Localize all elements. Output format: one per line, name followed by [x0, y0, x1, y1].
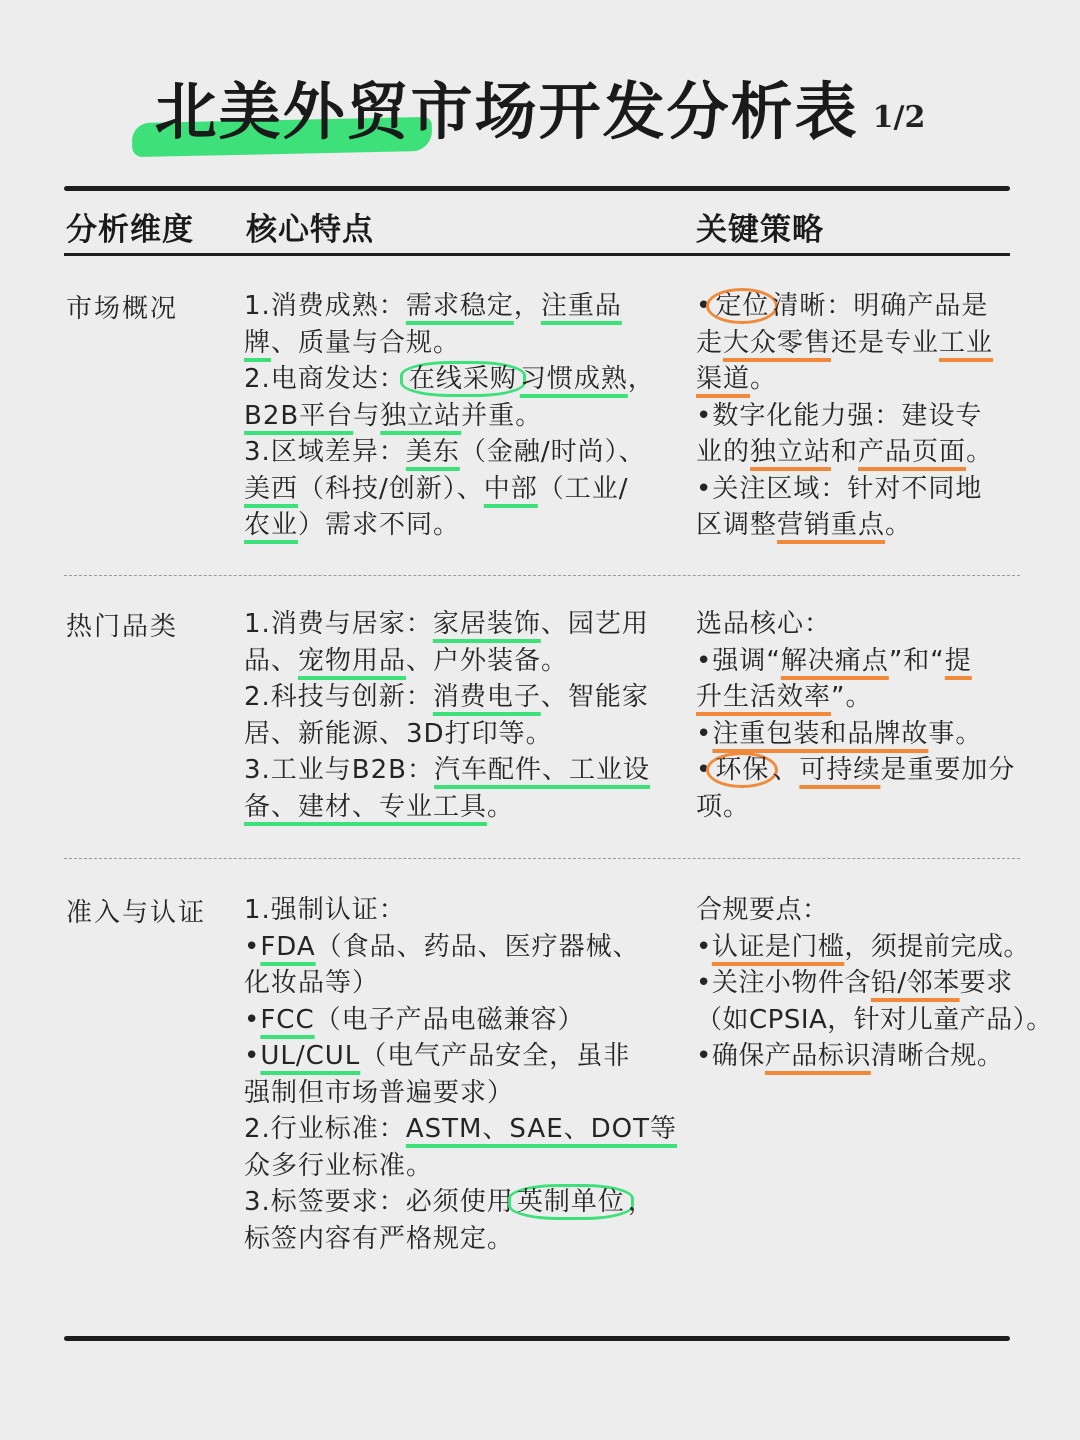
- text-segment: 还是专业: [831, 327, 940, 358]
- feature-line: [244, 434, 664, 471]
- text-segment: 化妆品等）: [244, 968, 380, 998]
- text-segment: 并重。: [461, 400, 543, 431]
- row-category-market-overview: 市场概况: [66, 294, 179, 324]
- strategy-line: [696, 965, 1056, 1002]
- text-segment: 1.消费与居家：: [244, 609, 433, 639]
- feature-line: [244, 892, 674, 929]
- row-category-access-certification: 准入与认证: [66, 898, 207, 928]
- highlight-green: 汽车配件、工业设: [434, 755, 651, 785]
- text-segment: 、户外装备。: [406, 645, 569, 676]
- text-segment: ”。: [831, 682, 873, 712]
- text-segment: 和: [831, 437, 859, 467]
- highlight-green: 习惯成熟: [519, 364, 628, 394]
- highlight-green: 注重品: [540, 291, 622, 321]
- strategy-line: [696, 507, 1036, 544]
- strategy-line: [696, 471, 1036, 508]
- text-segment: ，: [627, 364, 655, 394]
- header-features: 核心特点: [246, 212, 374, 248]
- text-segment: 、: [772, 755, 800, 785]
- highlight-green: 美东: [405, 437, 460, 467]
- strategy-line: [696, 716, 1036, 753]
- highlight-green: 牌: [244, 327, 272, 358]
- strategy-line: [696, 1038, 1056, 1075]
- text-segment: ，: [513, 291, 541, 321]
- highlight-green: 独立站: [380, 400, 462, 431]
- highlight-green: FCC: [260, 1004, 315, 1035]
- text-segment: 、智能家: [540, 682, 649, 712]
- text-segment: 。: [750, 364, 778, 394]
- text-segment: 2.科技与创新：: [244, 682, 433, 712]
- feature-line: [244, 361, 664, 398]
- bullet: •: [696, 291, 713, 321]
- feature-line: [244, 1075, 674, 1112]
- text-segment: 居、新能源、3D打印等。: [244, 718, 553, 749]
- text-segment: 事。: [928, 718, 983, 749]
- feature-line: [244, 752, 664, 789]
- feature-line: [244, 288, 664, 325]
- feature-line: [244, 1002, 674, 1039]
- row-strategy-market-overview: [696, 288, 1036, 544]
- feature-line: [244, 1184, 674, 1221]
- highlight-green: 中部: [483, 473, 538, 504]
- text-segment: •关注区域：针对不同地: [696, 473, 983, 504]
- feature-line: [244, 1221, 674, 1258]
- feature-line: [244, 507, 664, 544]
- text-segment: 、质量与合规。: [271, 327, 461, 358]
- text-segment: 品、: [244, 645, 299, 676]
- feature-line: [244, 789, 664, 826]
- highlight-orange: 铅/邻苯: [870, 968, 960, 998]
- circled-green: 在线采购: [400, 361, 526, 397]
- highlight-green: 需求稳定: [405, 291, 514, 321]
- text-segment: （电子产品电磁兼容）: [314, 1004, 585, 1035]
- text-segment: 合规要点：: [696, 895, 829, 925]
- strategy-line: [696, 929, 1056, 966]
- strategy-line: [696, 606, 1036, 643]
- text-segment: 。: [885, 510, 913, 540]
- text-segment: （工业/: [537, 473, 629, 504]
- bullet: •: [244, 931, 261, 962]
- text-segment: 标签内容有严格规定。: [244, 1223, 515, 1254]
- row-divider: [64, 858, 1020, 859]
- text-segment: 1.消费成熟：: [244, 291, 406, 321]
- highlight-orange: 升生活效率: [696, 682, 832, 712]
- strategy-line: [696, 752, 1036, 789]
- row-category-hot-categories: 热门品类: [66, 612, 179, 642]
- text-segment: 清晰：明确产品是: [772, 291, 989, 321]
- strategy-line: [696, 288, 1036, 325]
- feature-line: [244, 325, 664, 362]
- highlight-green: 美西: [244, 473, 299, 504]
- highlight-orange: 认证是门槛: [711, 931, 845, 962]
- text-segment: 。: [966, 437, 994, 467]
- text-segment: 走: [696, 327, 724, 358]
- highlight-orange: 工业: [939, 327, 994, 358]
- text-segment: 强制但市场普遍要求）: [244, 1077, 515, 1108]
- circled-orange: 定位: [706, 288, 778, 324]
- highlight-green: 宠物用品: [298, 645, 407, 676]
- feature-line: [244, 643, 664, 680]
- bullet: •: [696, 931, 712, 962]
- text-segment: 2.行业标准：: [244, 1114, 406, 1144]
- bullet: •: [244, 1004, 261, 1035]
- strategy-line: [696, 434, 1036, 471]
- bullet: •: [696, 755, 713, 785]
- text-segment: （科技/创新）、: [298, 473, 484, 504]
- text-segment: 众多行业标准。: [244, 1150, 434, 1181]
- row-strategy-hot-categories: [696, 606, 1036, 825]
- strategy-line: [696, 361, 1036, 398]
- feature-line: [244, 1038, 674, 1075]
- text-segment: 、园艺用: [540, 609, 649, 639]
- feature-line: [244, 471, 664, 508]
- highlight-orange: 注重包装和品牌故: [712, 718, 929, 749]
- text-segment: 2.电商发达：: [244, 364, 406, 394]
- text-segment: ，须提前完成。: [844, 931, 1030, 962]
- header-dimension: 分析维度: [66, 212, 194, 248]
- feature-line: [244, 929, 674, 966]
- strategy-line: [696, 1002, 1056, 1039]
- row-strategy-access-certification: [696, 892, 1056, 1075]
- highlight-green: UL/CUL: [260, 1041, 361, 1071]
- highlight-orange: 营销重点: [777, 510, 886, 540]
- text-segment: •确保: [696, 1041, 765, 1071]
- strategy-line: [696, 398, 1036, 435]
- text-segment: •强调“: [696, 645, 781, 676]
- title-bar: [0, 62, 1080, 151]
- highlight-green: 消费电子: [432, 682, 541, 712]
- row-divider: [64, 575, 1020, 576]
- text-segment: 1.强制认证：: [244, 895, 406, 925]
- text-segment: ”和“: [888, 645, 945, 676]
- header-bottom-rule: [64, 253, 1010, 256]
- circled-orange: 环保: [706, 752, 778, 788]
- feature-line: [244, 606, 664, 643]
- text-segment: 3.区域差异：: [244, 437, 406, 467]
- highlight-green: B2B平台: [244, 400, 354, 431]
- highlight-green: 家居装饰: [432, 609, 541, 639]
- text-segment: （如CPSIA，针对儿童产品）。: [696, 1004, 1053, 1035]
- highlight-orange: 产品页面: [858, 437, 967, 467]
- feature-line: [244, 716, 664, 753]
- page-title: 北美外贸市场开发分析表: [154, 75, 859, 148]
- bullet: •: [244, 1041, 261, 1071]
- text-segment: •关注小物件含: [696, 968, 871, 998]
- feature-line: [244, 679, 664, 716]
- text-segment: 3.标签要求：必须使用: [244, 1187, 514, 1217]
- row-features-market-overview: [244, 288, 664, 544]
- strategy-line: [696, 325, 1036, 362]
- text-segment: ）需求不同。: [298, 510, 461, 540]
- highlight-green: FDA: [260, 931, 316, 962]
- text-segment: （金融/时尚）、: [459, 437, 646, 467]
- strategy-line: [696, 643, 1036, 680]
- text-segment: 是重要加分: [880, 755, 1016, 785]
- highlight-orange: 大众零售: [723, 327, 832, 358]
- highlight-green: 备、建材、专业工具: [244, 791, 488, 822]
- header-strategy: 关键策略: [696, 212, 824, 248]
- text-segment: 。: [487, 791, 515, 822]
- highlight-orange: 渠道: [696, 364, 751, 394]
- strategy-line: [696, 892, 1056, 929]
- text-segment: 项。: [696, 791, 751, 822]
- text-segment: 清晰合规。: [870, 1041, 1004, 1071]
- feature-line: [244, 398, 664, 435]
- page-indicator: 1/2: [872, 100, 926, 135]
- text-segment: 选品核心：: [696, 609, 832, 639]
- text-segment: 与: [353, 400, 381, 431]
- row-features-access-certification: [244, 892, 677, 1257]
- text-segment: （食品、药品、医疗器械、: [315, 931, 640, 962]
- strategy-line: [696, 679, 1036, 716]
- bullet: •: [696, 718, 713, 749]
- text-segment: （电气产品安全，虽非: [360, 1041, 631, 1071]
- circled-green: 英制单位: [508, 1184, 634, 1220]
- text-segment: 业的: [696, 437, 751, 467]
- text-segment: ，: [627, 1187, 655, 1217]
- footer-rule: [64, 1336, 1010, 1341]
- text-segment: 要求: [959, 968, 1013, 998]
- text-segment: •数字化能力强：建设专: [696, 400, 983, 431]
- highlight-green: ASTM、SAE、DOT等: [405, 1114, 677, 1144]
- feature-line: [244, 965, 674, 1002]
- text-segment: 3.工业与B2B：: [244, 755, 435, 785]
- highlight-green: 农业: [244, 510, 299, 540]
- feature-line: [244, 1148, 674, 1185]
- highlight-orange: 可持续: [799, 755, 881, 785]
- feature-line: [244, 1111, 677, 1148]
- text-segment: 区调整: [696, 510, 778, 540]
- highlight-orange: 提: [944, 645, 972, 676]
- highlight-orange: 独立站: [750, 437, 832, 467]
- strategy-line: [696, 789, 1036, 826]
- highlight-orange: 解决痛点: [780, 645, 889, 676]
- header-top-rule: [64, 186, 1010, 191]
- row-features-hot-categories: [244, 606, 664, 825]
- highlight-orange: 产品标识: [764, 1041, 871, 1071]
